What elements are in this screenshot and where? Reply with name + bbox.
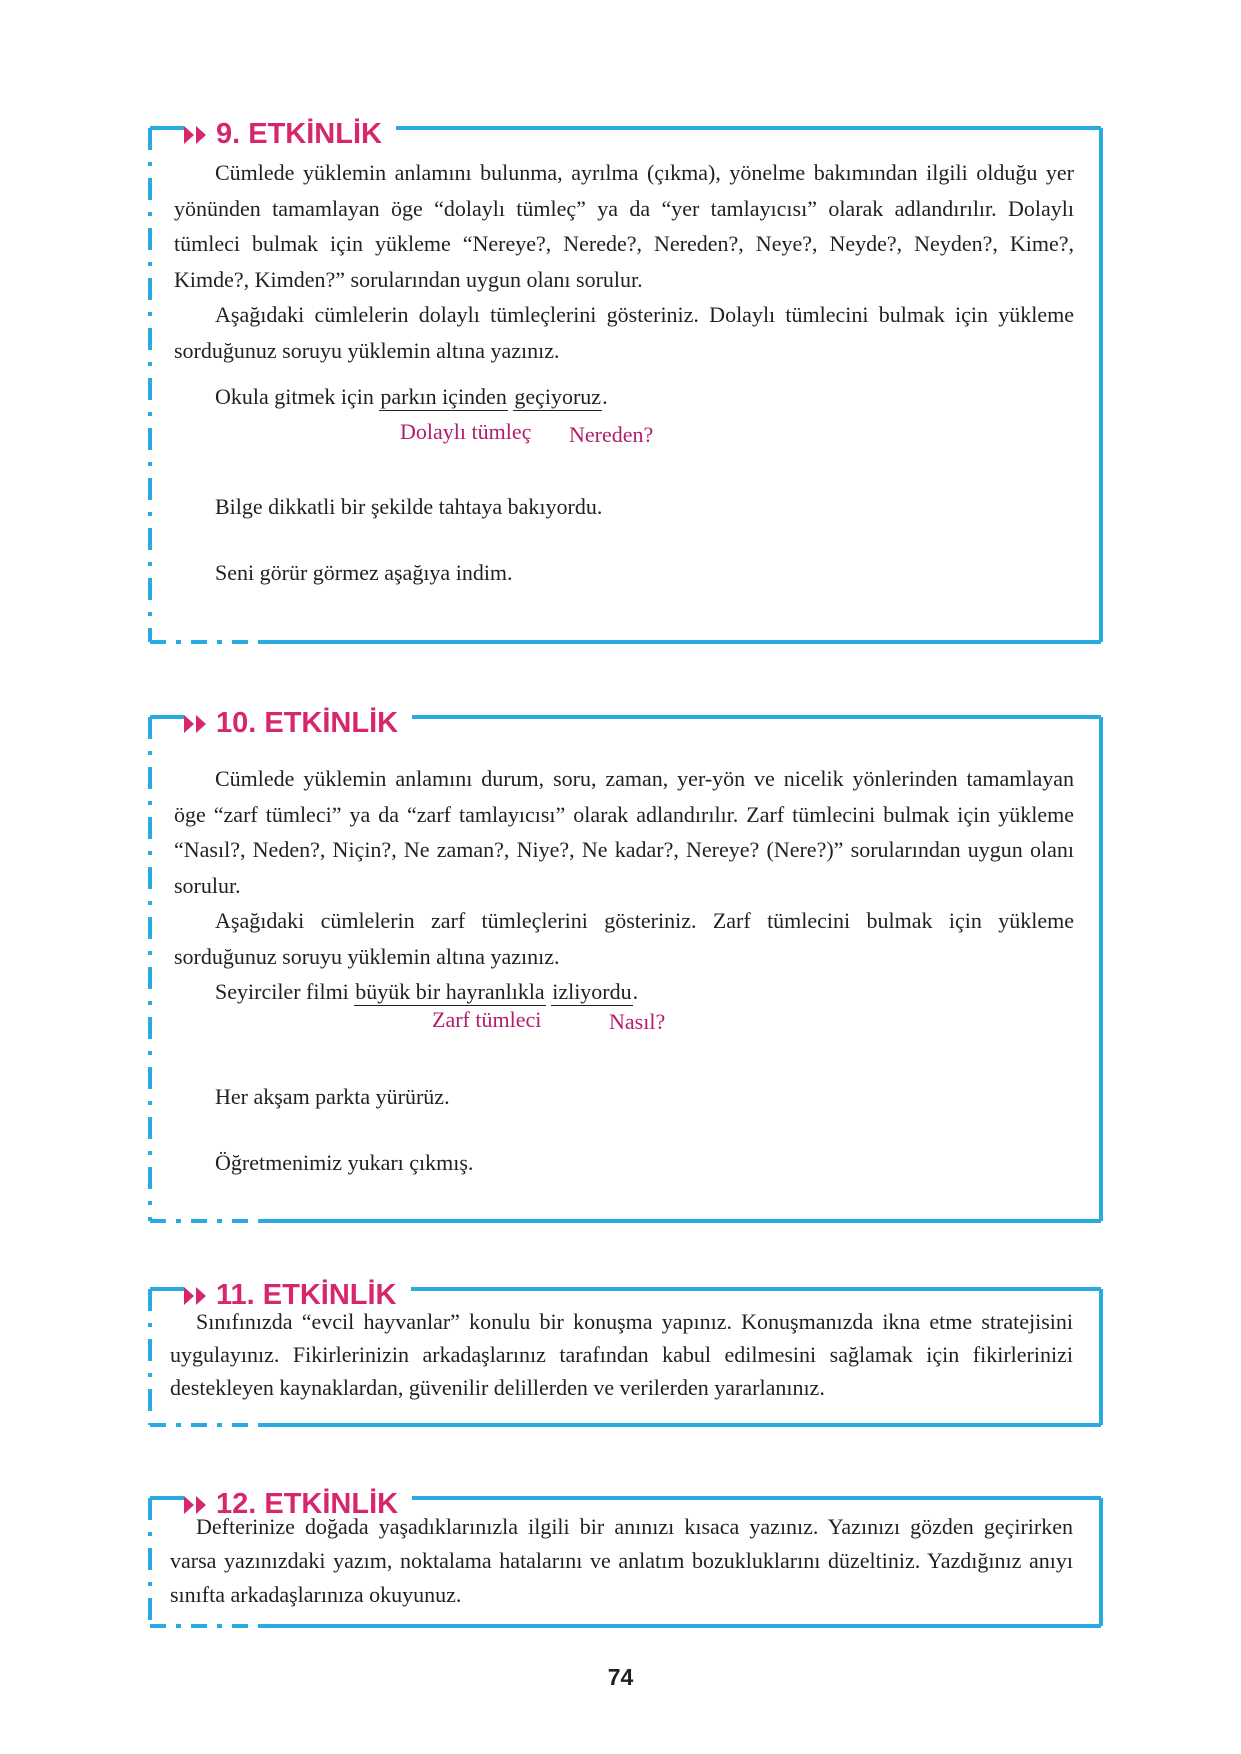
exercise-sentence: Öğretmenimiz yukarı çıkmış. bbox=[215, 1150, 474, 1175]
activity-title-text: 11. ETKİNLİK bbox=[216, 1279, 397, 1311]
activity-task: Aşağıdaki cümlelerin zarf tümleçlerini gösteriniz. Zarf tümlecini bulmak için yükleme sorduğunuz soruyu yüklemin altına yazınız. bbox=[174, 908, 1074, 969]
double-arrow-icon bbox=[184, 1275, 208, 1305]
double-arrow-icon bbox=[184, 114, 208, 144]
example-sentence bbox=[215, 381, 608, 413]
activity-title bbox=[184, 114, 396, 154]
predicate-question: Nereden? bbox=[569, 422, 654, 447]
activity-10-box bbox=[148, 707, 1101, 1221]
example-period: . bbox=[632, 979, 639, 1004]
activity-9-box bbox=[148, 118, 1101, 642]
activity-task: Aşağıdaki cümlelerin dolaylı tümleçlerini gösteriniz. Dolaylı tümlecini bulmak için yükleme sorduğunuz soruyu yüklemin altına yazınız. bbox=[174, 302, 1074, 363]
example-predicate-underlined: izliyordu bbox=[552, 979, 632, 1004]
exercise-sentence: Seni görür görmez aşağıya indim. bbox=[215, 560, 513, 585]
example-text-before: Seyirciler filmi bbox=[215, 979, 355, 1004]
activity-11-box bbox=[148, 1279, 1101, 1425]
activity-intro: Cümlede yüklemin anlamını bulunma, ayrılma (çıkma), yönelme bakımından ilgili olduğu yer yönünden tamamlayan öge “dolaylı tümleç” ya da “yer tamlayıcısı” olarak adlandırılır. Dolaylı tümleci bulmak için yükleme “Nereye?, Nerede?, Nereden?, Neye?, Neyde?, Neyden?, Kime?, Kimde?, Kimden?” sorularından uygun olanı sorulur. bbox=[174, 160, 1074, 292]
complement-label: Dolaylı tümleç bbox=[400, 419, 532, 444]
complement-label: Zarf tümleci bbox=[432, 1007, 542, 1032]
activity-title bbox=[184, 703, 412, 743]
example-sentence bbox=[215, 976, 638, 1008]
activity-text: Defterinize doğada yaşadıklarınızla ilgili bir anınızı kısaca yazınız. Yazınızı gözden geçirirken varsa yazınızdaki yazım, noktalama hatalarını ve anlatım bozukluklarını düzeltiniz. Yazdığınız anıyı sınıfta arkadaşlarınıza okuyunuz. bbox=[170, 1514, 1073, 1607]
predicate-question: Nasıl? bbox=[609, 1009, 666, 1034]
double-arrow-icon bbox=[184, 703, 208, 733]
page-number: 74 bbox=[607, 1664, 634, 1690]
activity-title-text: 12. ETKİNLİK bbox=[216, 1488, 399, 1520]
activity-intro: Cümlede yüklemin anlamını durum, soru, zaman, yer-yön ve nicelik yönlerinden tamamlayan öge “zarf tümleci” ya da “zarf tamlayıcısı” olarak adlandırılır. Zarf tümlecini bulmak için yükleme “Nasıl?, Neden?, Niçin?, Ne zaman?, Niye?, Ne kadar?, Nereye? (Nere?)” sorularından uygun olanı sorulur. bbox=[174, 766, 1074, 898]
activity-12-box bbox=[148, 1488, 1101, 1626]
exercise-sentence: Her akşam parkta yürürüz. bbox=[215, 1084, 450, 1109]
example-text-before: Okula gitmek için bbox=[215, 384, 380, 409]
activity-text: Sınıfınızda “evcil hayvanlar” konulu bir konuşma yapınız. Konuşmanızda ikna etme stratejisini uygulayınız. Fikirlerinizin arkadaşlarınız tarafından kabul edilmesini sağlamak için fikirlerinizi destekleyen kaynaklardan, güvenilir delillerden ve verilerden yararlanınız. bbox=[170, 1309, 1073, 1400]
example-complement-underlined: büyük bir hayranlıkla bbox=[355, 979, 545, 1004]
example-predicate-underlined: geçiyoruz bbox=[514, 384, 602, 409]
activity-title-text: 10. ETKİNLİK bbox=[216, 707, 399, 739]
example-period: . bbox=[602, 384, 608, 409]
exercise-sentence: Bilge dikkatli bir şekilde tahtaya bakıyordu. bbox=[215, 494, 603, 519]
example-complement-underlined: parkın içinden bbox=[380, 384, 507, 409]
activity-title-text: 9. ETKİNLİK bbox=[216, 118, 382, 150]
